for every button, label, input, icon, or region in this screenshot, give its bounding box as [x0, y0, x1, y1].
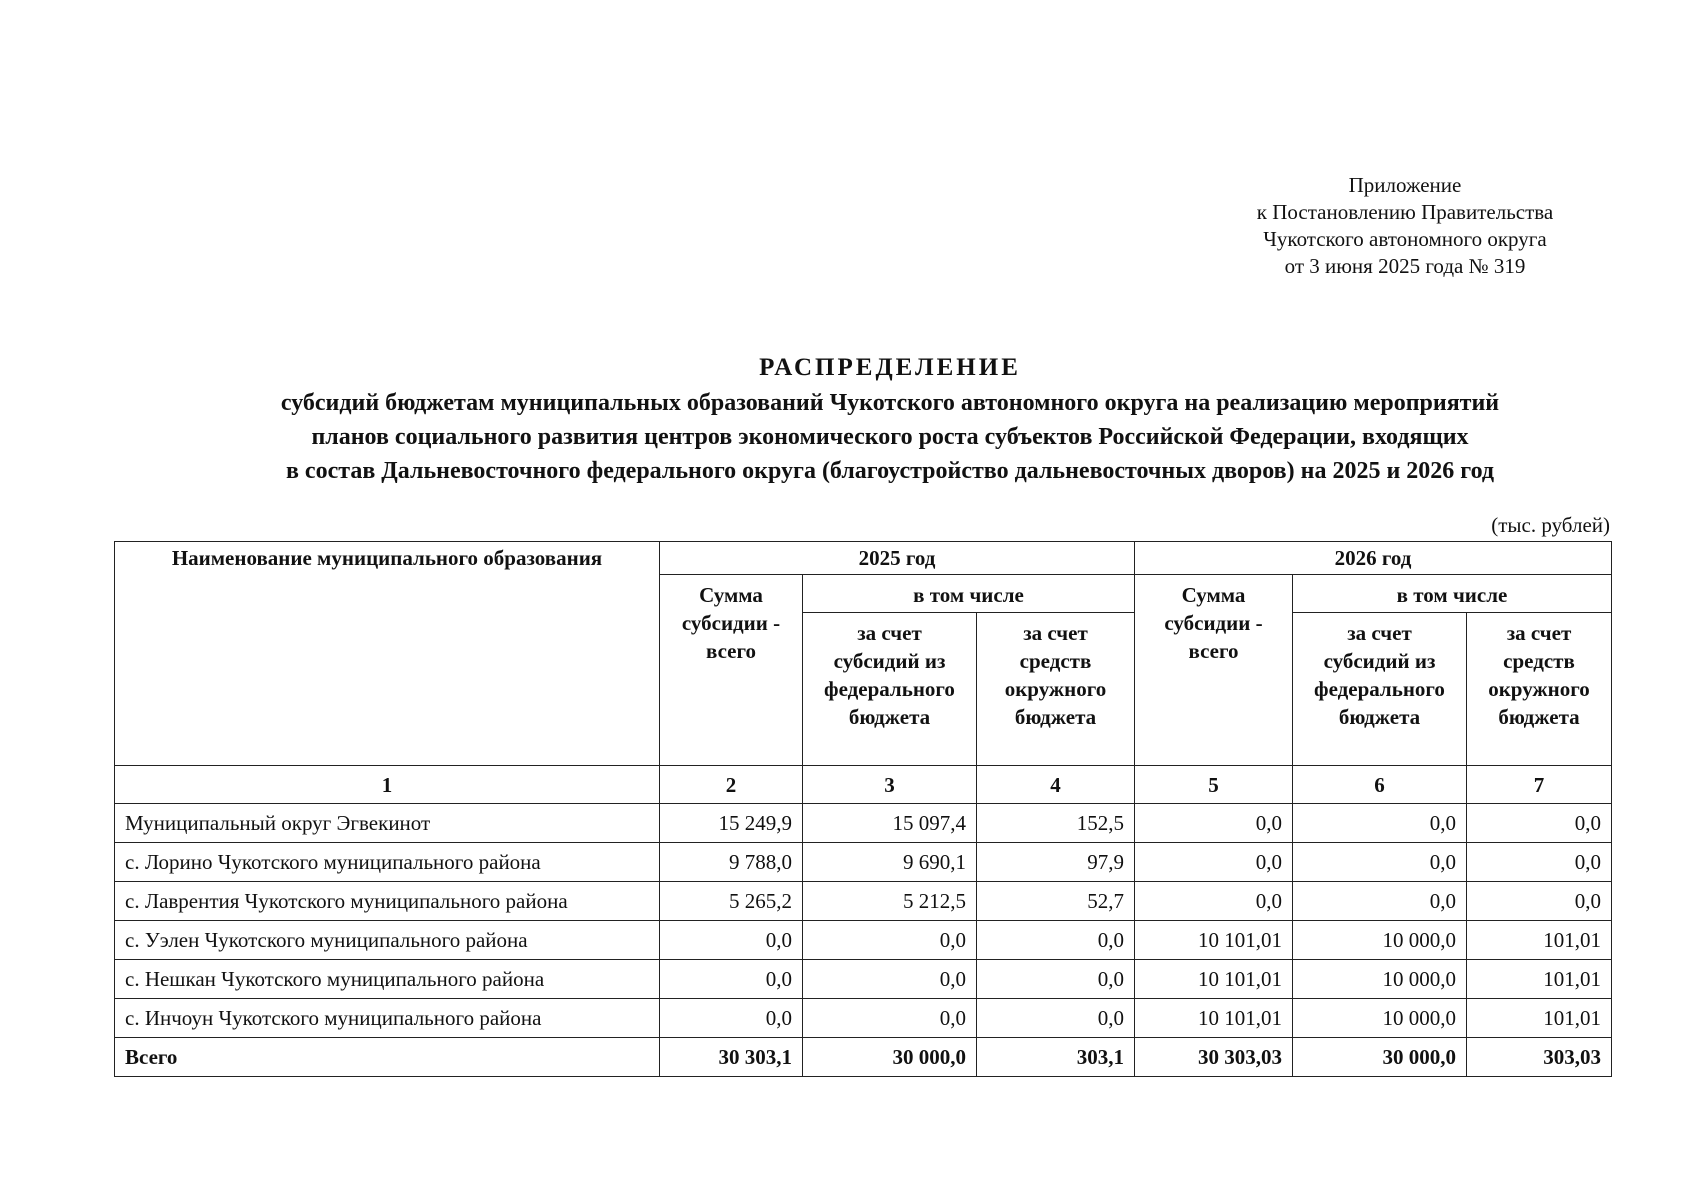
table-row	[115, 804, 1612, 843]
title-block	[80, 350, 1698, 488]
federal-2025-cell: 0,0	[803, 999, 977, 1038]
header-year-2026: 2026 год	[1135, 542, 1612, 575]
district-2026-cell: 101,01	[1467, 999, 1612, 1038]
table-row	[115, 960, 1612, 999]
header-text: федерального	[824, 677, 955, 701]
appendix-line: Приложение	[1348, 173, 1462, 197]
total-2026-cell: 30 303,03	[1135, 1038, 1293, 1077]
header-text: средств	[1019, 649, 1092, 673]
district-2025-cell: 0,0	[977, 921, 1135, 960]
document-subtitle	[80, 386, 1698, 488]
district-2025-cell: 303,1	[977, 1038, 1135, 1077]
district-2026-cell: 303,03	[1467, 1038, 1612, 1077]
appendix-date-line: от 3 июня 2025 года № 319	[1284, 254, 1526, 278]
header-municipality-name: Наименование муниципального образования	[115, 542, 660, 766]
municipality-name: с. Уэлен Чукотского муниципального района	[115, 921, 660, 960]
header-text: средств	[1503, 649, 1575, 673]
federal-2026-cell: 30 000,0	[1293, 1038, 1467, 1077]
header-text: бюджета	[1014, 705, 1097, 729]
district-2025-cell: 0,0	[977, 960, 1135, 999]
municipality-name: с. Лорино Чукотского муниципального района	[115, 843, 660, 882]
header-text: субсидии -	[681, 611, 781, 635]
municipality-name: Муниципальный округ Эгвекинот	[115, 804, 660, 843]
header-text: всего	[705, 639, 756, 663]
federal-2025-cell: 5 212,5	[803, 882, 977, 921]
column-number: 5	[1135, 766, 1293, 804]
appendix-line: Чукотского автономного округа	[1263, 227, 1547, 251]
units-label: (тыс. рублей)	[1491, 513, 1610, 537]
total-2025-cell: 9 788,0	[660, 843, 803, 882]
total-2026-cell: 10 101,01	[1135, 960, 1293, 999]
header-text: федерального	[1314, 677, 1445, 701]
federal-2026-cell: 0,0	[1293, 843, 1467, 882]
district-2026-cell: 101,01	[1467, 921, 1612, 960]
subtitle-line: планов социального развития центров экономического роста субъектов Российской Федерации, входящих	[311, 424, 1469, 450]
district-2025-cell: 0,0	[977, 999, 1135, 1038]
column-number: 1	[115, 766, 660, 804]
header-text: бюджета	[1338, 705, 1421, 729]
column-number: 7	[1467, 766, 1612, 804]
federal-2026-cell: 0,0	[1293, 804, 1467, 843]
federal-2026-cell: 10 000,0	[1293, 960, 1467, 999]
federal-2025-cell: 0,0	[803, 960, 977, 999]
header-text: Сумма	[699, 583, 763, 607]
total-2026-cell: 10 101,01	[1135, 999, 1293, 1038]
header-total-subsidy-2026	[1135, 575, 1293, 766]
total-2025-cell: 0,0	[660, 921, 803, 960]
federal-2025-cell: 0,0	[803, 921, 977, 960]
header-district-budget-2025	[977, 613, 1135, 766]
district-2025-cell: 152,5	[977, 804, 1135, 843]
column-number: 3	[803, 766, 977, 804]
header-text: окружного	[1488, 677, 1590, 701]
total-2026-cell: 0,0	[1135, 843, 1293, 882]
column-number-row	[115, 766, 1612, 804]
district-2026-cell: 101,01	[1467, 960, 1612, 999]
district-2026-cell: 0,0	[1467, 804, 1612, 843]
district-2026-cell: 0,0	[1467, 882, 1612, 921]
appendix-line: к Постановлению Правительства	[1256, 200, 1554, 224]
total-2025-cell: 30 303,1	[660, 1038, 803, 1077]
federal-2026-cell: 0,0	[1293, 882, 1467, 921]
table-row	[115, 882, 1612, 921]
total-2025-cell: 5 265,2	[660, 882, 803, 921]
header-text: бюджета	[1498, 705, 1580, 729]
total-2025-cell: 0,0	[660, 999, 803, 1038]
header-text: всего	[1188, 639, 1239, 663]
header-federal-budget-2025	[803, 613, 977, 766]
header-text: бюджета	[848, 705, 931, 729]
total-row	[115, 1038, 1612, 1077]
municipality-name: с. Нешкан Чукотского муниципального района	[115, 960, 660, 999]
total-2025-cell: 0,0	[660, 960, 803, 999]
municipality-name: с. Лаврентия Чукотского муниципального района	[115, 882, 660, 921]
header-total-subsidy-2025	[660, 575, 803, 766]
federal-2025-cell: 9 690,1	[803, 843, 977, 882]
header-text: субсидий из	[1323, 649, 1436, 673]
distribution-table	[114, 541, 1612, 1077]
header-text: за счет	[857, 621, 922, 645]
table-row	[115, 921, 1612, 960]
header-federal-budget-2026	[1293, 613, 1467, 766]
federal-2026-cell: 10 000,0	[1293, 921, 1467, 960]
header-text: субсидий из	[833, 649, 946, 673]
district-2025-cell: 97,9	[977, 843, 1135, 882]
total-2026-cell: 10 101,01	[1135, 921, 1293, 960]
header-text: за счет	[1023, 621, 1088, 645]
federal-2025-cell: 15 097,4	[803, 804, 977, 843]
subtitle-line: в состав Дальневосточного федерального округа (благоустройство дальневосточных дворов) на 2025 и 2026 год	[285, 458, 1495, 484]
header-text: субсидии -	[1164, 611, 1263, 635]
header-including-2026: в том числе	[1293, 575, 1612, 613]
appendix-note	[1195, 172, 1615, 280]
federal-2025-cell: 30 000,0	[803, 1038, 977, 1077]
district-2025-cell: 52,7	[977, 882, 1135, 921]
header-year-2025: 2025 год	[660, 542, 1135, 575]
column-number: 4	[977, 766, 1135, 804]
column-number: 2	[660, 766, 803, 804]
header-district-budget-2026	[1467, 613, 1612, 766]
header-text: Сумма	[1181, 583, 1246, 607]
municipality-name: с. Инчоун Чукотского муниципального района	[115, 999, 660, 1038]
header-row-years	[115, 542, 1612, 575]
federal-2026-cell: 10 000,0	[1293, 999, 1467, 1038]
table-row	[115, 999, 1612, 1038]
header-text: окружного	[1004, 677, 1107, 701]
column-number: 6	[1293, 766, 1467, 804]
document-title: РАСПРЕДЕЛЕНИЕ	[759, 354, 1021, 381]
total-2026-cell: 0,0	[1135, 804, 1293, 843]
subtitle-line: субсидий бюджетам муниципальных образований Чукотского автономного округа на реализацию мероприятий	[280, 390, 1500, 416]
total-2025-cell: 15 249,9	[660, 804, 803, 843]
header-including-2025: в том числе	[803, 575, 1135, 613]
table-row	[115, 843, 1612, 882]
header-text: за счет	[1506, 621, 1572, 645]
district-2026-cell: 0,0	[1467, 843, 1612, 882]
header-text: за счет	[1347, 621, 1412, 645]
total-label: Всего	[115, 1038, 660, 1077]
total-2026-cell: 0,0	[1135, 882, 1293, 921]
